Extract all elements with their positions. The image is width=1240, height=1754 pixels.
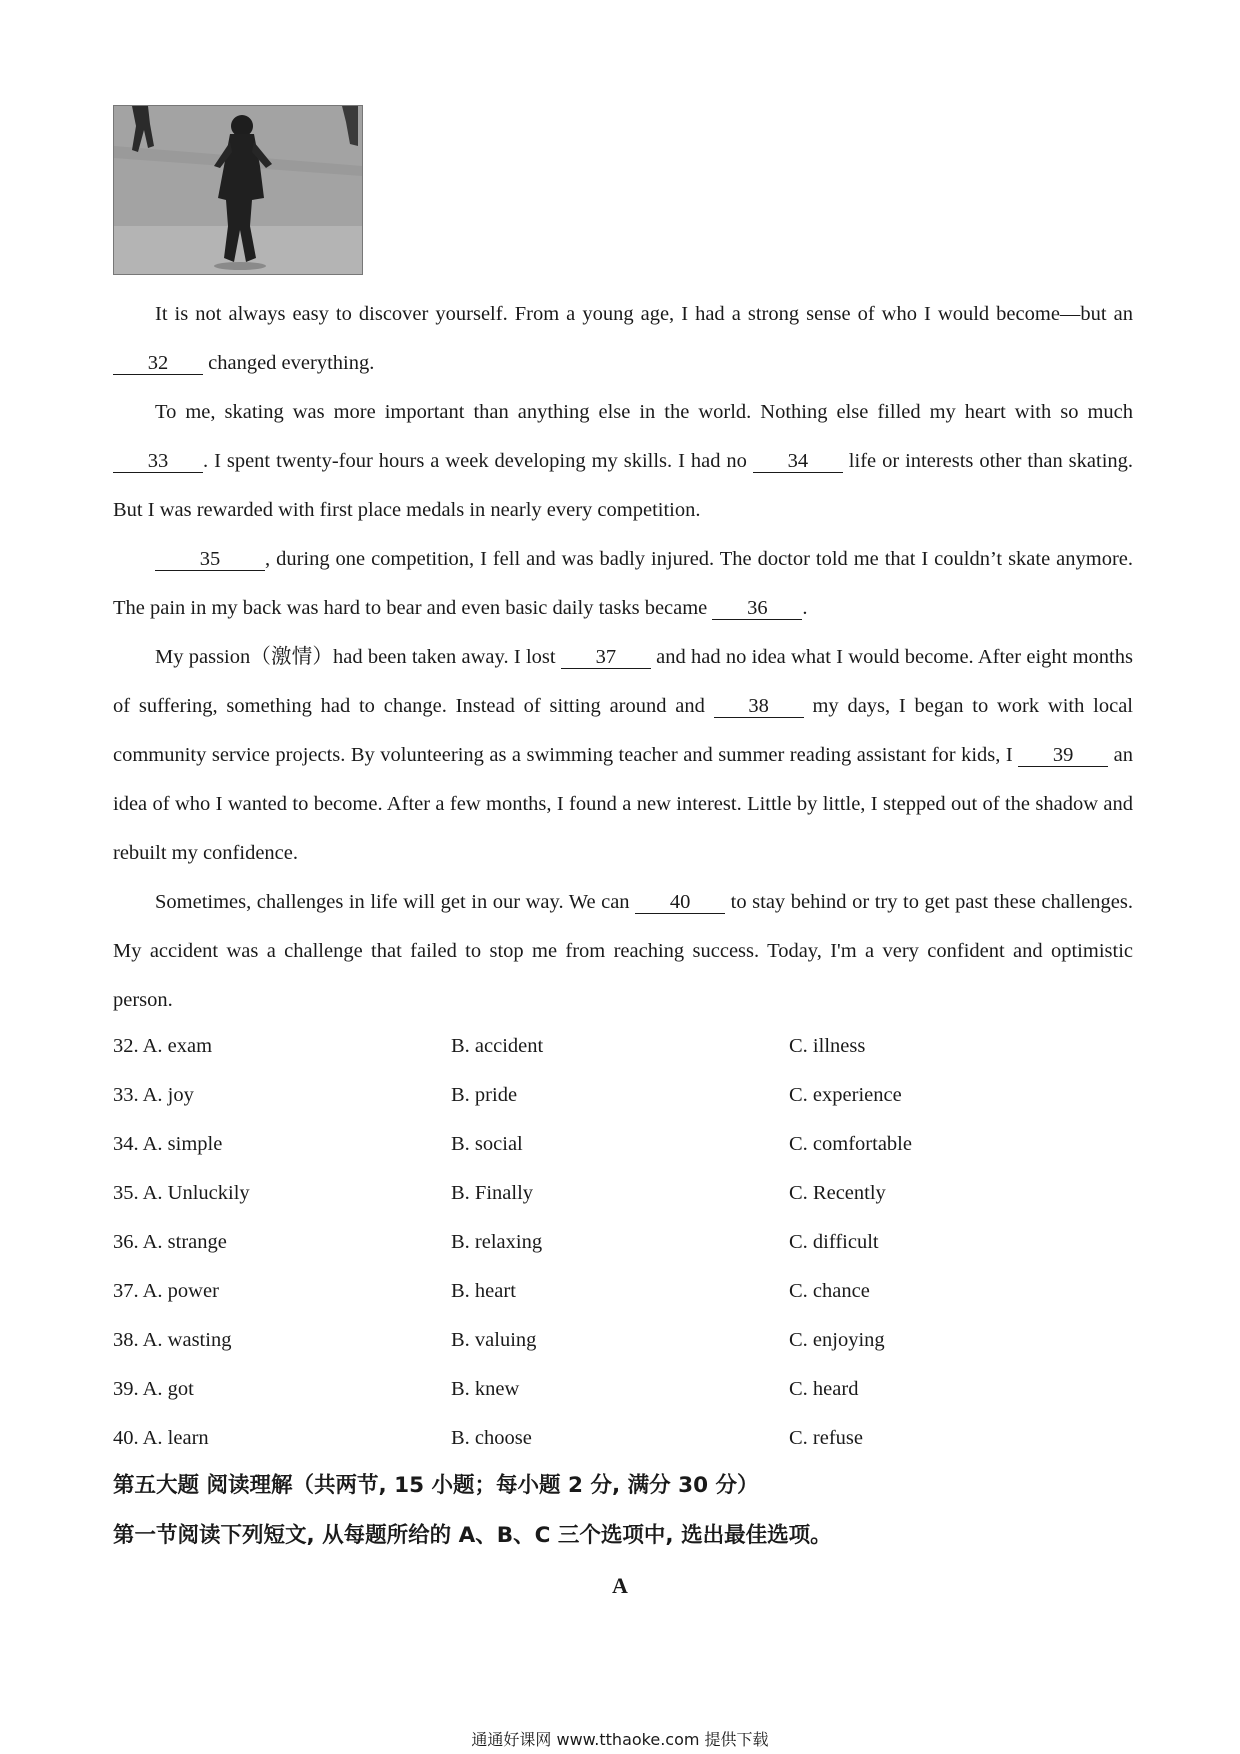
- passage-text: .: [802, 597, 808, 619]
- passage-paragraph: [113, 878, 1133, 1025]
- passage-text: Sometimes, challenges in life will get in our way. We can: [155, 891, 636, 913]
- option-row: [113, 1316, 1133, 1365]
- option-b: B. valuing: [451, 1329, 537, 1351]
- footer-watermark: 通通好课网 www.tthaoke.com 提供下载: [471, 1730, 769, 1749]
- skater-photo-icon: [114, 106, 362, 274]
- option-c: C. heard: [789, 1378, 859, 1400]
- passage-text: changed everything.: [203, 352, 375, 374]
- option-b: B. social: [451, 1133, 523, 1155]
- cloze-passage: [113, 290, 1133, 1025]
- option-row: [113, 1414, 1133, 1463]
- option-a: 35. A. Unluckily: [113, 1182, 250, 1204]
- option-b: B. choose: [451, 1427, 532, 1449]
- option-c: C. refuse: [789, 1427, 864, 1449]
- option-b: B. Finally: [451, 1182, 534, 1204]
- blank-34: 34: [753, 450, 843, 473]
- blank-38: 38: [714, 695, 804, 718]
- passage-text: To me, skating was more important than anything else in the world. Nothing else filled my heart with so much: [155, 401, 1133, 423]
- option-row: [113, 1071, 1133, 1120]
- passage-text: . I spent twenty-four hours a week developing my skills. I had no: [203, 450, 753, 472]
- skater-photo: [113, 105, 363, 275]
- blank-39: 39: [1018, 744, 1108, 767]
- passage-text: , during one competition, I fell and was badly injured. The doctor told me that I couldn’t skate anymore. The pain in my back was hard to bear and even basic daily tasks became: [113, 548, 1133, 619]
- option-b: B. relaxing: [451, 1231, 543, 1253]
- option-b: B. knew: [451, 1378, 520, 1400]
- blank-36: 36: [712, 597, 802, 620]
- option-c: C. illness: [789, 1035, 866, 1057]
- blank-40: 40: [635, 891, 725, 914]
- passage-text: an idea of who I wanted to become. After a few months, I found a new interest. Little by little, I stepped out of the shadow and rebuilt my confidence.: [113, 744, 1133, 864]
- option-b: B. pride: [451, 1084, 518, 1106]
- passage-paragraph: [113, 388, 1133, 535]
- option-row: [113, 1365, 1133, 1414]
- answer-options: [113, 1022, 1133, 1463]
- passage-text: to stay behind or try to get past these challenges. My accident was a challenge that failed to stop me from reaching success. Today, I'm a very confident and optimistic person.: [113, 891, 1133, 1011]
- option-c: C. enjoying: [789, 1329, 885, 1351]
- section-letter: A: [612, 1573, 628, 1598]
- subsection-heading: 第一节阅读下列短文, 从每题所给的 A、B、C 三个选项中, 选出最佳选项。: [113, 1523, 832, 1548]
- option-a: 33. A. joy: [113, 1084, 194, 1106]
- passage-text: and had no idea what I would become. After eight months of suffering, something had to change. Instead of sitting around and: [113, 646, 1133, 717]
- passage-text: life or interests other than skating. But I was rewarded with first place medals in nearly every competition.: [113, 450, 1134, 521]
- blank-35: 35: [155, 548, 265, 571]
- passage-paragraph: [113, 633, 1133, 878]
- option-row: [113, 1022, 1133, 1071]
- passage-paragraph: [113, 535, 1133, 633]
- option-a: 32. A. exam: [113, 1035, 213, 1057]
- option-a: 38. A. wasting: [113, 1329, 232, 1351]
- option-c: C. difficult: [789, 1231, 879, 1253]
- option-row: [113, 1218, 1133, 1267]
- passage-text: My passion（激情）had been taken away. I lost: [155, 646, 561, 668]
- option-b: B. accident: [451, 1035, 544, 1057]
- passage-paragraph: [113, 290, 1133, 388]
- section-heading: 第五大题 阅读理解（共两节, 15 小题；每小题 2 分, 满分 30 分）: [113, 1473, 759, 1498]
- option-row: [113, 1120, 1133, 1169]
- option-c: C. comfortable: [789, 1133, 912, 1155]
- passage-text: It is not always easy to discover yourself. From a young age, I had a strong sense of who I would become—but an: [155, 303, 1133, 325]
- option-b: B. heart: [451, 1280, 516, 1302]
- option-a: 34. A. simple: [113, 1133, 223, 1155]
- option-a: 36. A. strange: [113, 1231, 227, 1253]
- option-a: 37. A. power: [113, 1280, 219, 1302]
- option-row: [113, 1169, 1133, 1218]
- option-c: C. chance: [789, 1280, 870, 1302]
- option-c: C. experience: [789, 1084, 902, 1106]
- option-a: 39. A. got: [113, 1378, 194, 1400]
- option-row: [113, 1267, 1133, 1316]
- option-c: C. Recently: [789, 1182, 886, 1204]
- blank-32: 32: [113, 352, 203, 375]
- option-a: 40. A. learn: [113, 1427, 209, 1449]
- passage-text: my days, I began to work with local community service projects. By volunteering as a swimming teacher and summer reading assistant for kids, I: [113, 695, 1133, 766]
- blank-33: 33: [113, 450, 203, 473]
- blank-37: 37: [561, 646, 651, 669]
